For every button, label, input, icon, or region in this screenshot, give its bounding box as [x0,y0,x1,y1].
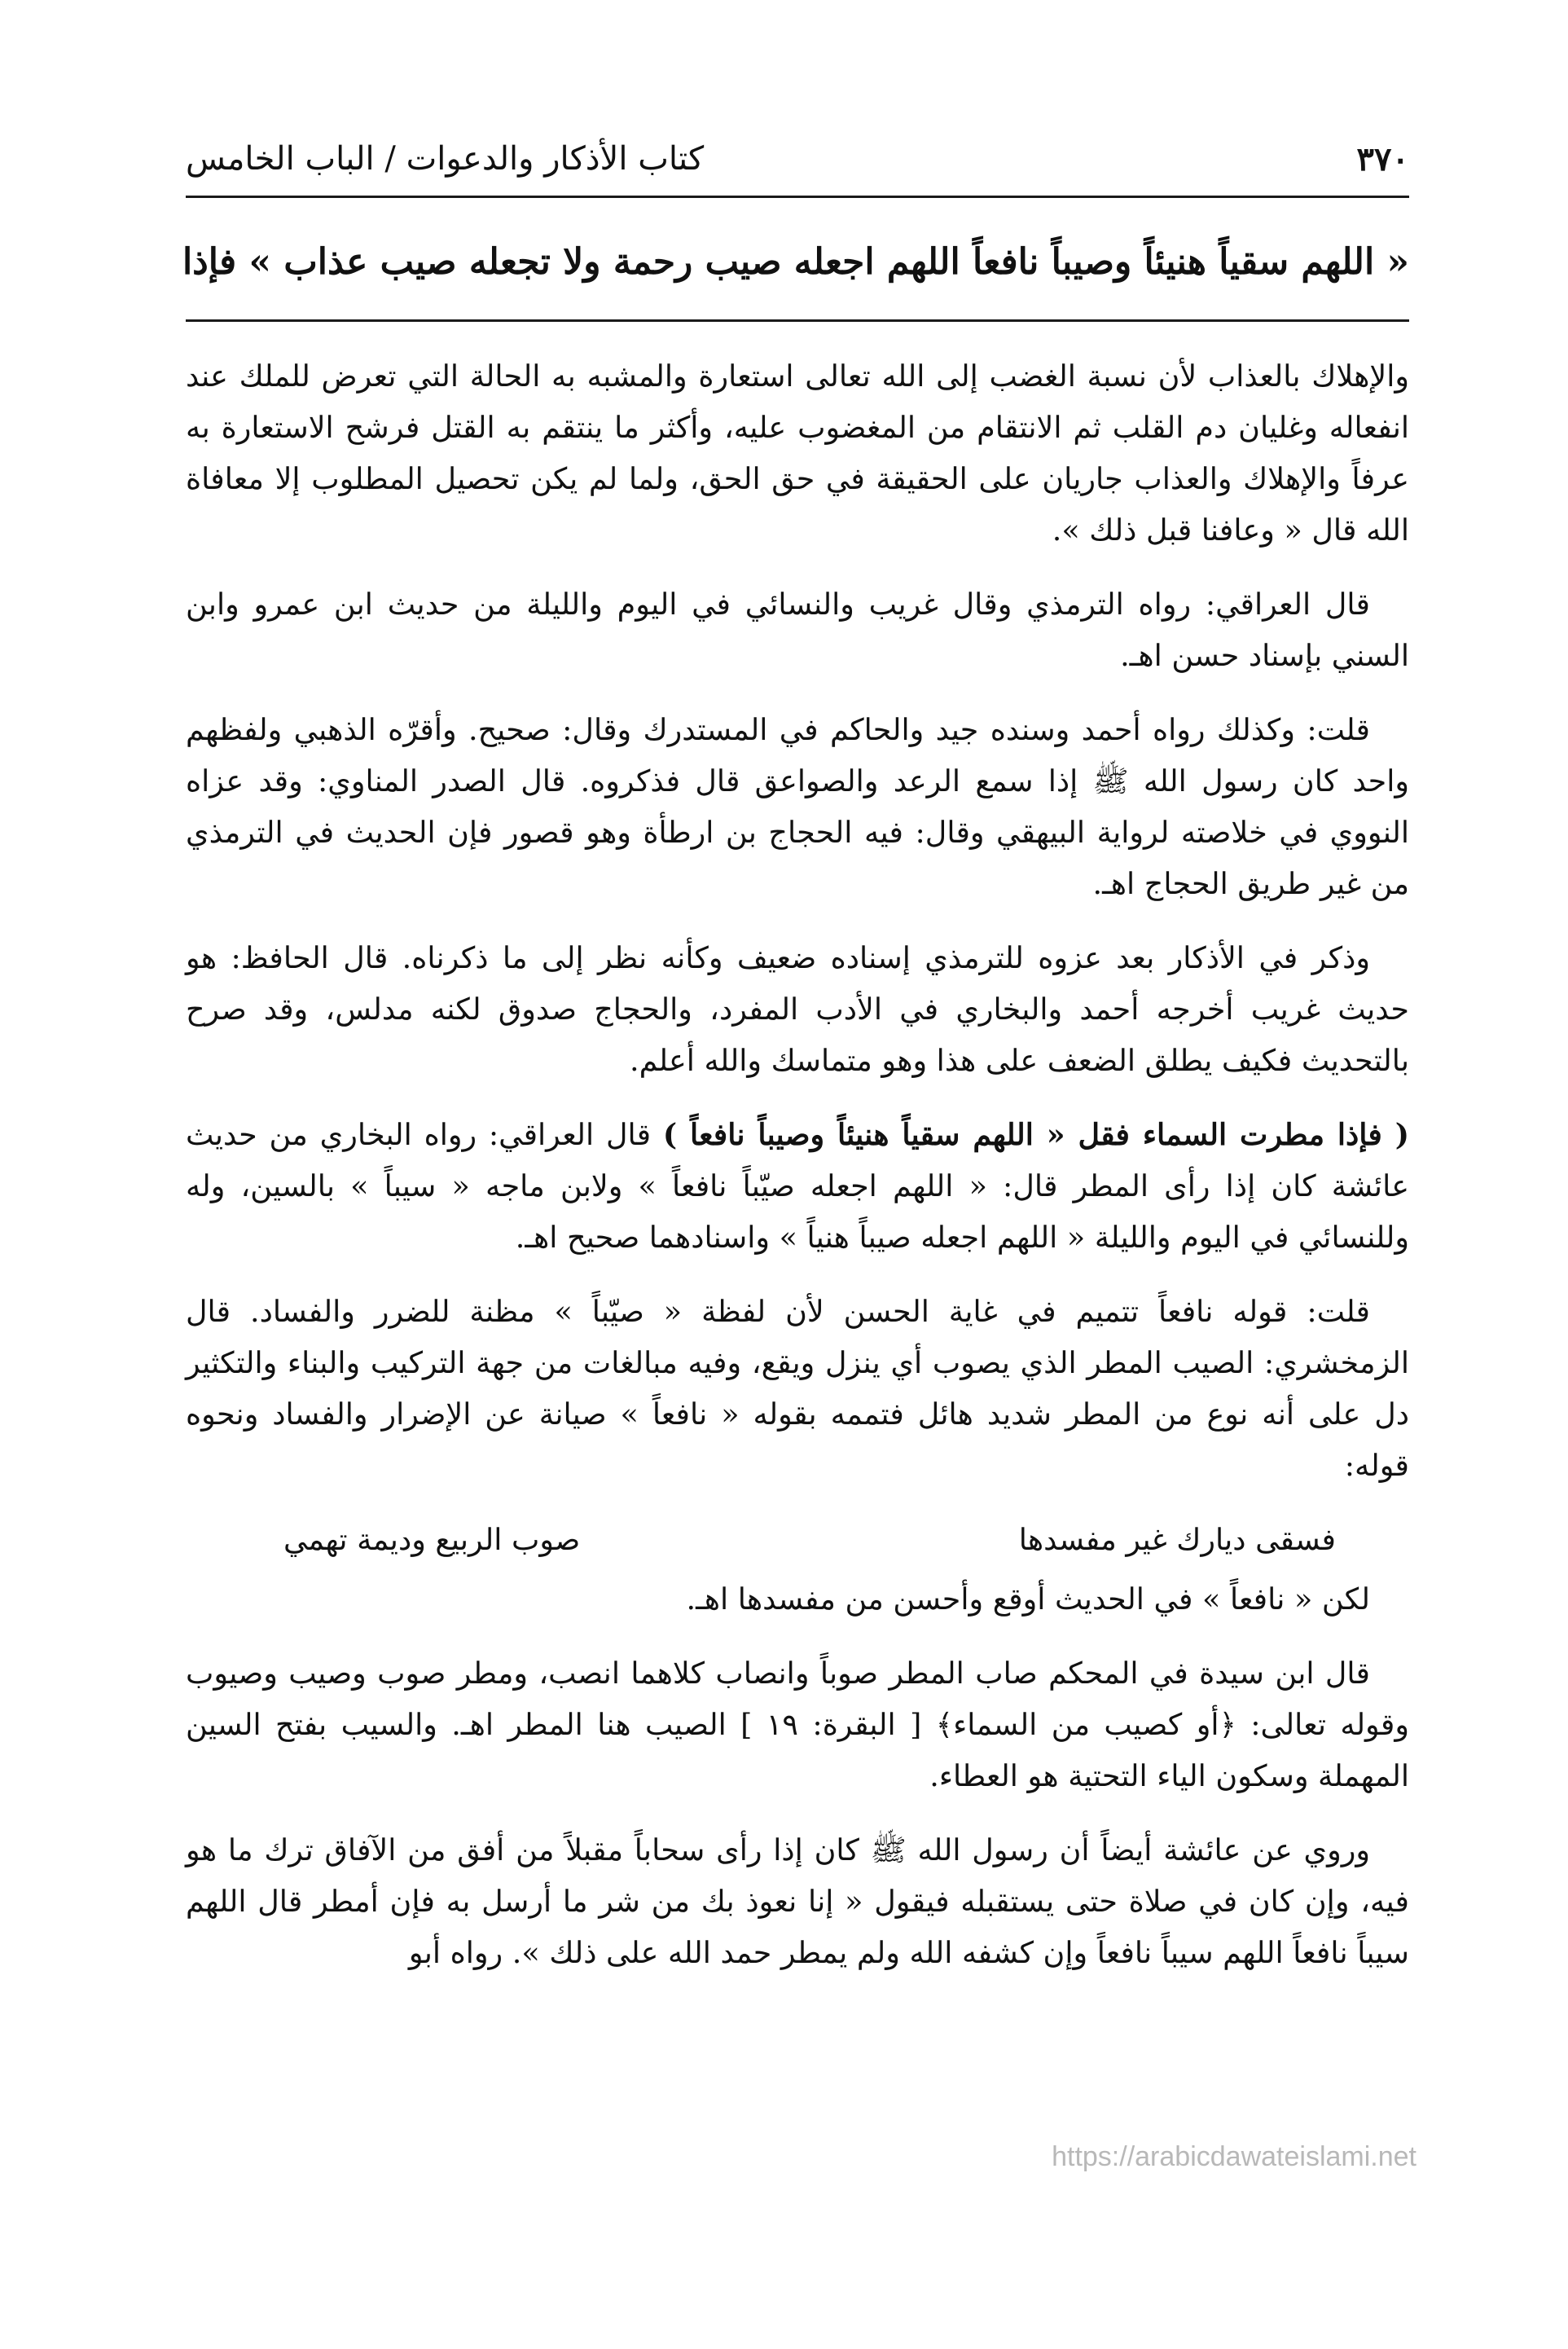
separator-rule [186,319,1409,322]
paragraph-5 [186,1109,1409,1263]
paragraph-3: قلت: وكذلك رواه أحمد وسنده جيد والحاكم في المستدرك وقال: صحيح. وأقرّه الذهبي ولفظهم واحد كان رسول الله ﷺ إذا سمع الرعد والصواعق قال فذكروه. قال الصدر المناوي: وقد عزاه النووي في خلاصته لرواية البيهقي وقال: فيه الحجاج بن ارطأة وهو قصور فإن الحديث في الترمذي من غير طريق الحجاج اهـ. [186,712,1409,901]
page-header [186,122,1409,198]
paragraph-8: قال ابن سيدة في المحكم صاب المطر صوباً وانصاب كلاهما انصب، ومطر صوب وصيب وصيوب وقوله تعالى: ﴿أو كصيب من السماء﴾ [ البقرة: ١٩ ] الصيب هنا المطر اهـ. والسيب بفتح السين المهملة وسكون الياء التحتية هو العطاء. [186,1656,1409,1793]
commentary-body [186,350,1409,2001]
paragraph-1: والإهلاك بالعذاب لأن نسبة الغضب إلى الله تعالى استعارة والمشبه به الحالة التي تعرض للملك عند انفعاله وغليان دم القلب ثم الانتقام من المغضوب عليه، وأكثر ما ينتقم به القتل فرشح الاستعارة به عرفاً والإهلاك والعذاب جاريان على الحقيقة في حق الحق، ولما لم يكن تحصيل المطلوب إلا معافاة الله قال « وعافنا قبل ذلك ». [186,359,1409,548]
paragraph-4: وذكر في الأذكار بعد عزوه للترمذي إسناده ضعيف وكأنه نظر إلى ما ذكرناه. قال الحافظ: هو حديث غريب أخرجه أحمد والبخاري في الأدب المفرد، والحجاج صدوق لكنه مدلس، وقد صرح بالتحديث فكيف يطلق الضعف على هذا وهو متماسك والله أعلم. [186,940,1409,1078]
paragraph-2: قال العراقي: رواه الترمذي وقال غريب والنسائي في اليوم والليلة من حديث ابن عمرو وابن السني بإسناد حسن اهـ. [186,587,1409,673]
hadith-main-text: « اللهم سقياً هنيئاً وصيباً نافعاً اللهم اجعله صيب رحمة ولا تجعله صيب عذاب » فإذا [182,241,1409,283]
page-number: ٣٧٠ [1356,139,1409,178]
paragraph-9: وروي عن عائشة أيضاً أن رسول الله ﷺ كان إذا رأى سحاباً مقبلاً من أفق من الآفاق ترك ما هو فيه، وإن كان في صلاة حتى يستقبله فيقول « إنا نعوذ بك من شر ما أرسل به فإن أمطر قال اللهم سيباً نافعاً اللهم سيباً نافعاً وإن كشفه الله ولم يمطر حمد الله على ذلك ». رواه أبو [186,1832,1409,1970]
paragraph-5-lead: ( فإذا مطرت السماء فقل « اللهم سقياً هنيئاً وصيباً نافعاً ) [662,1117,1410,1152]
paragraph-5-text: قال العراقي: رواه البخاري من حديث عائشة كان إذا رأى المطر قال: « اللهم اجعله صيّباً نافعاً » ولابن ماجه « سيباً » بالسين، وله وللنسائي في اليوم والليلة « اللهم اجعله صيباً هنياً » واسنادهما صحيح اهـ. [186,1117,1409,1255]
source-watermark: https://arabicdawateislami.net [1052,2141,1416,2172]
running-title: كتاب الأذكار والدعوات / الباب الخامس [186,140,705,178]
paragraph-7: لكن « نافعاً » في الحديث أوقع وأحسن من مفسدها اهـ. [686,1581,1370,1617]
verse-first-hemistich: فسقى ديارك غير مفسدها [1018,1522,1336,1557]
verse-second-hemistich: صوب الربيع وديمة تهمي [283,1522,581,1557]
poetry-verse [186,1514,1409,1565]
paragraph-6: قلت: قوله نافعاً تتميم في غاية الحسن لأن لفظة « صيّباً » مظنة للضرر والفساد. قال الزمخشري: الصيب المطر الذي يصوب أي ينزل ويقع، وفيه مبالغات من جهة التركيب والبناء والتكثير دل على أنه نوع من المطر شديد هائل فتممه بقوله « نافعاً » صيانة عن الإضرار والفساد ونحوه قوله: [186,1294,1409,1483]
